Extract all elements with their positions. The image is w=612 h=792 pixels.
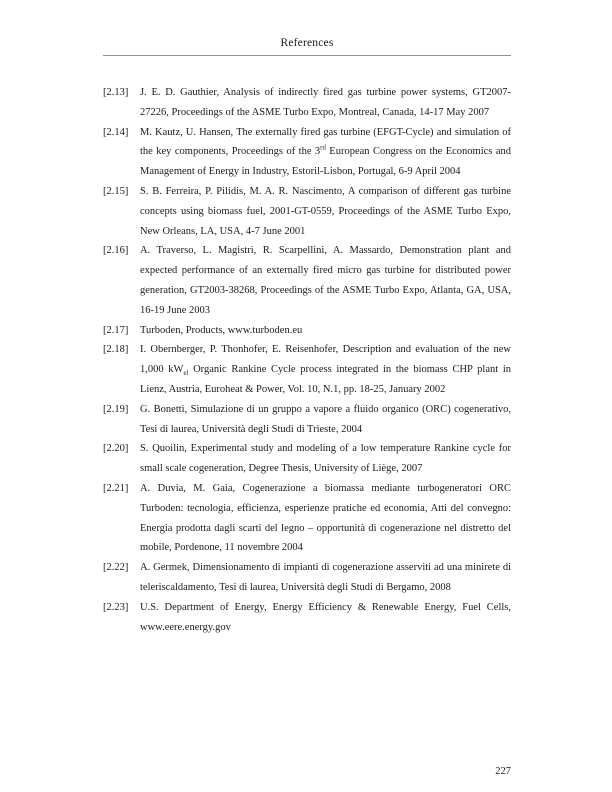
reference-item (103, 182, 511, 241)
reference-id: [2.23] (103, 601, 129, 613)
reference-text: S. Quoilin, Experimental study and modeling of a low temperature Rankine cycle for small scale cogeneration, Degree Thesis, University of Liège, 2007 (140, 443, 511, 475)
reference-id: [2.16] (103, 245, 129, 257)
reference-item (103, 340, 511, 399)
reference-text: U.S. Department of Energy, Energy Efficiency & Renewable Energy, Fuel Cells, www.eere.energy.gov (140, 601, 511, 633)
references-list (103, 83, 511, 637)
reference-id: [2.22] (103, 562, 129, 574)
reference-id: [2.15] (103, 185, 129, 197)
header-rule (103, 55, 511, 56)
reference-text: G. Bonetti, Simulazione di un gruppo a vapore a fluido organico (ORC) cogenerativo, Tesi di laurea, Università degli Studi di Trieste, 2004 (140, 403, 511, 435)
reference-item (103, 321, 511, 341)
reference-item (103, 479, 511, 558)
reference-item (103, 439, 511, 479)
reference-id: [2.17] (103, 324, 129, 336)
reference-item (103, 558, 511, 598)
page-content (103, 0, 511, 637)
page-number: 227 (495, 766, 511, 777)
reference-id: [2.13] (103, 87, 129, 98)
reference-id: [2.14] (103, 126, 129, 138)
page-title: References (280, 37, 334, 49)
reference-item (103, 123, 511, 182)
reference-text: A. Germek, Dimensionamento di impianti di cogenerazione asserviti ad una minirete di teleriscaldamento, Tesi di laurea, Università degli Studi di Bergamo, 2008 (140, 562, 511, 593)
reference-id: [2.18] (103, 344, 129, 356)
reference-item (103, 400, 511, 440)
reference-text: S. B. Ferreira, P. Pilidis, M. A. R. Nascimento, A comparison of different gas turbine concepts using biomass fuel, 2001-GT-0559, Proceedings of the ASME Turbo Expo, New Orleans, LA, USA, 4-7 June 2001 (140, 185, 511, 237)
reference-text: I. Obernberger, P. Thonhofer, E. Reisenhofer, Description and evaluation of the new 1,000 $kW_{el}$ Organic Rankine Cycle process integrated in the biomass CHP plant in Lienz, Austria, Euroheat & Power, Vol. 10, N.1, pp. 18-25, January 2002 (140, 344, 511, 395)
reference-text: Turboden, Products, www.turboden.eu (140, 324, 303, 336)
reference-id: [2.21] (103, 482, 129, 494)
reference-text: A. Traverso, L. Magistri, R. Scarpellini, A. Massardo, Demonstration plant and expected performance of an externally fired micro gas turbine for distributed power generation, GT2003-38268, Proceedings of the ASME Turbo Expo, Atlanta, GA, USA, 16-19 June 2003 (140, 245, 511, 316)
reference-item (103, 83, 511, 123)
reference-id: [2.19] (103, 403, 129, 415)
reference-text: M. Kautz, U. Hansen, The externally fired gas turbine (EFGT-Cycle) and simulation of the key components, Proceedings of the 3rd European Congress on the Economics and Management of Energy in Industry, Estoril-Lisbon, Portugal, 6-9 April 2004 (140, 126, 511, 178)
reference-item (103, 241, 511, 320)
page-header (103, 0, 511, 56)
reference-text: J. E. D. Gauthier, Analysis of indirectly fired gas turbine power systems, GT2007-27226, Proceedings of the ASME Turbo Expo, Montreal, Canada, 14-17 May 2007 (140, 87, 511, 118)
reference-text: A. Duvia, M. Gaia, Cogenerazione a biomassa mediante turbogeneratori ORC Turboden: tecnologia, efficienza, esperienze pratiche ed economia, Atti del convegno: Energia prodotta dagli scarti del legno – opportunità di cogenerazione nel distretto del mobile, Pordenone, 11 novembre 2004 (140, 482, 511, 554)
reference-id: [2.20] (103, 443, 129, 455)
reference-item (103, 598, 511, 638)
